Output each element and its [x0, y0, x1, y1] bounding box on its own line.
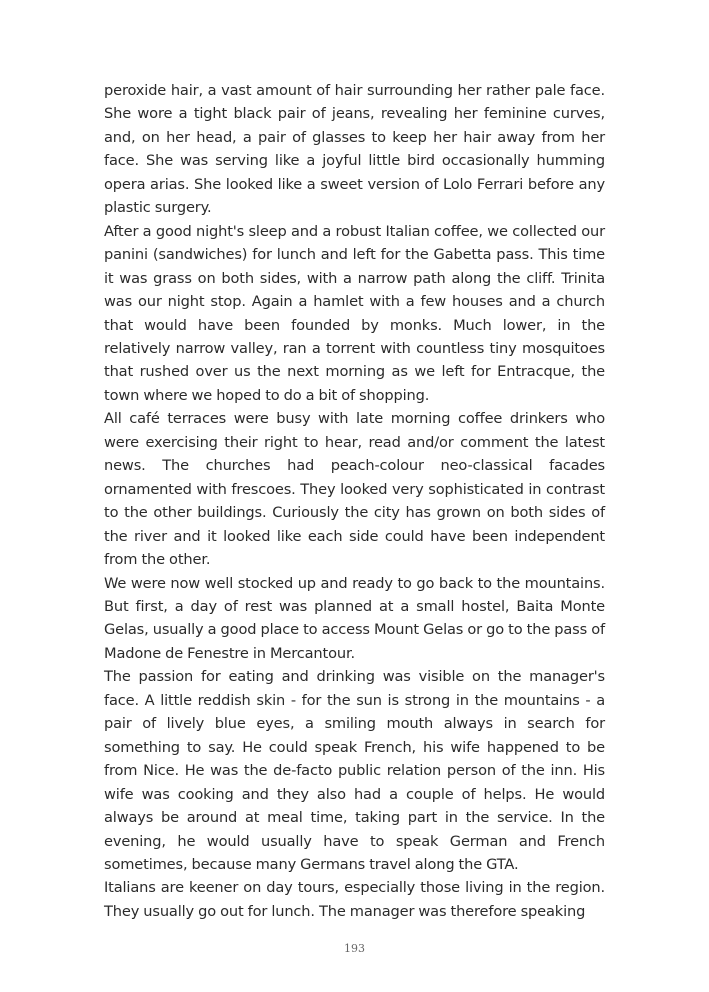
body-text	[104, 79, 605, 923]
paragraph-1: peroxide hair, a vast amount of hair surrounding her rather pale face. She wore a tight black pair of jeans, revealing her feminine curves, and, on her head, a pair of glasses to keep her hair away from her face. She was serving like a joyful little bird occasionally humming opera arias. She looked like a sweet version of Lolo Ferrari before any plastic surgery.	[104, 82, 605, 217]
paragraph-4: We were now well stocked up and ready to go back to the mountains. But first, a day of rest was planned at a small hostel, Baita Monte Gelas, usually a good place to access Mount Gelas or go to the pass of Madone de Fenestre in Mercantour.	[104, 574, 605, 662]
paragraph-3: All café terraces were busy with late morning coffee drinkers who were exercising their right to hear, read and/or comment the latest news. The churches had peach-colour neo-classical facades ornamented with frescoes. They looked very sophisticated in contrast to the other buildings. Curiously the city has grown on both sides of the river and it looked like each side could have been independent from the other.	[104, 410, 605, 569]
page-number: 193	[344, 942, 365, 955]
paragraph-2: After a good night's sleep and a robust Italian coffee, we collected our panini (sandwiches) for lunch and left for the Gabetta pass. This time it was grass on both sides, with a narrow path along the cliff. Trinita was our night stop. Again a hamlet with a few houses and a church that would have been founded by monks. Much lower, in the relatively narrow valley, ran a torrent with countless tiny mosquitoes that rushed over us the next morning as we left for Entracque, the town where we hoped to do a bit of shopping.	[104, 222, 605, 404]
paragraph-5: The passion for eating and drinking was visible on the manager's face. A little reddish skin - for the sun is strong in the mountains - a pair of lively blue eyes, a smiling mouth always in search for something to say. He could speak French, his wife happened to be from Nice. He was the de-facto public relation person of the inn. His wife was cooking and they also had a couple of helps. He would always be around at meal time, taking part in the service. In the evening, he would usually have to speak German and French sometimes, because many Germans travel along the GTA.	[104, 668, 605, 873]
paragraph-6: Italians are keener on day tours, especially those living in the region. They usually go out for lunch. The manager was therefore speaking	[104, 879, 605, 920]
